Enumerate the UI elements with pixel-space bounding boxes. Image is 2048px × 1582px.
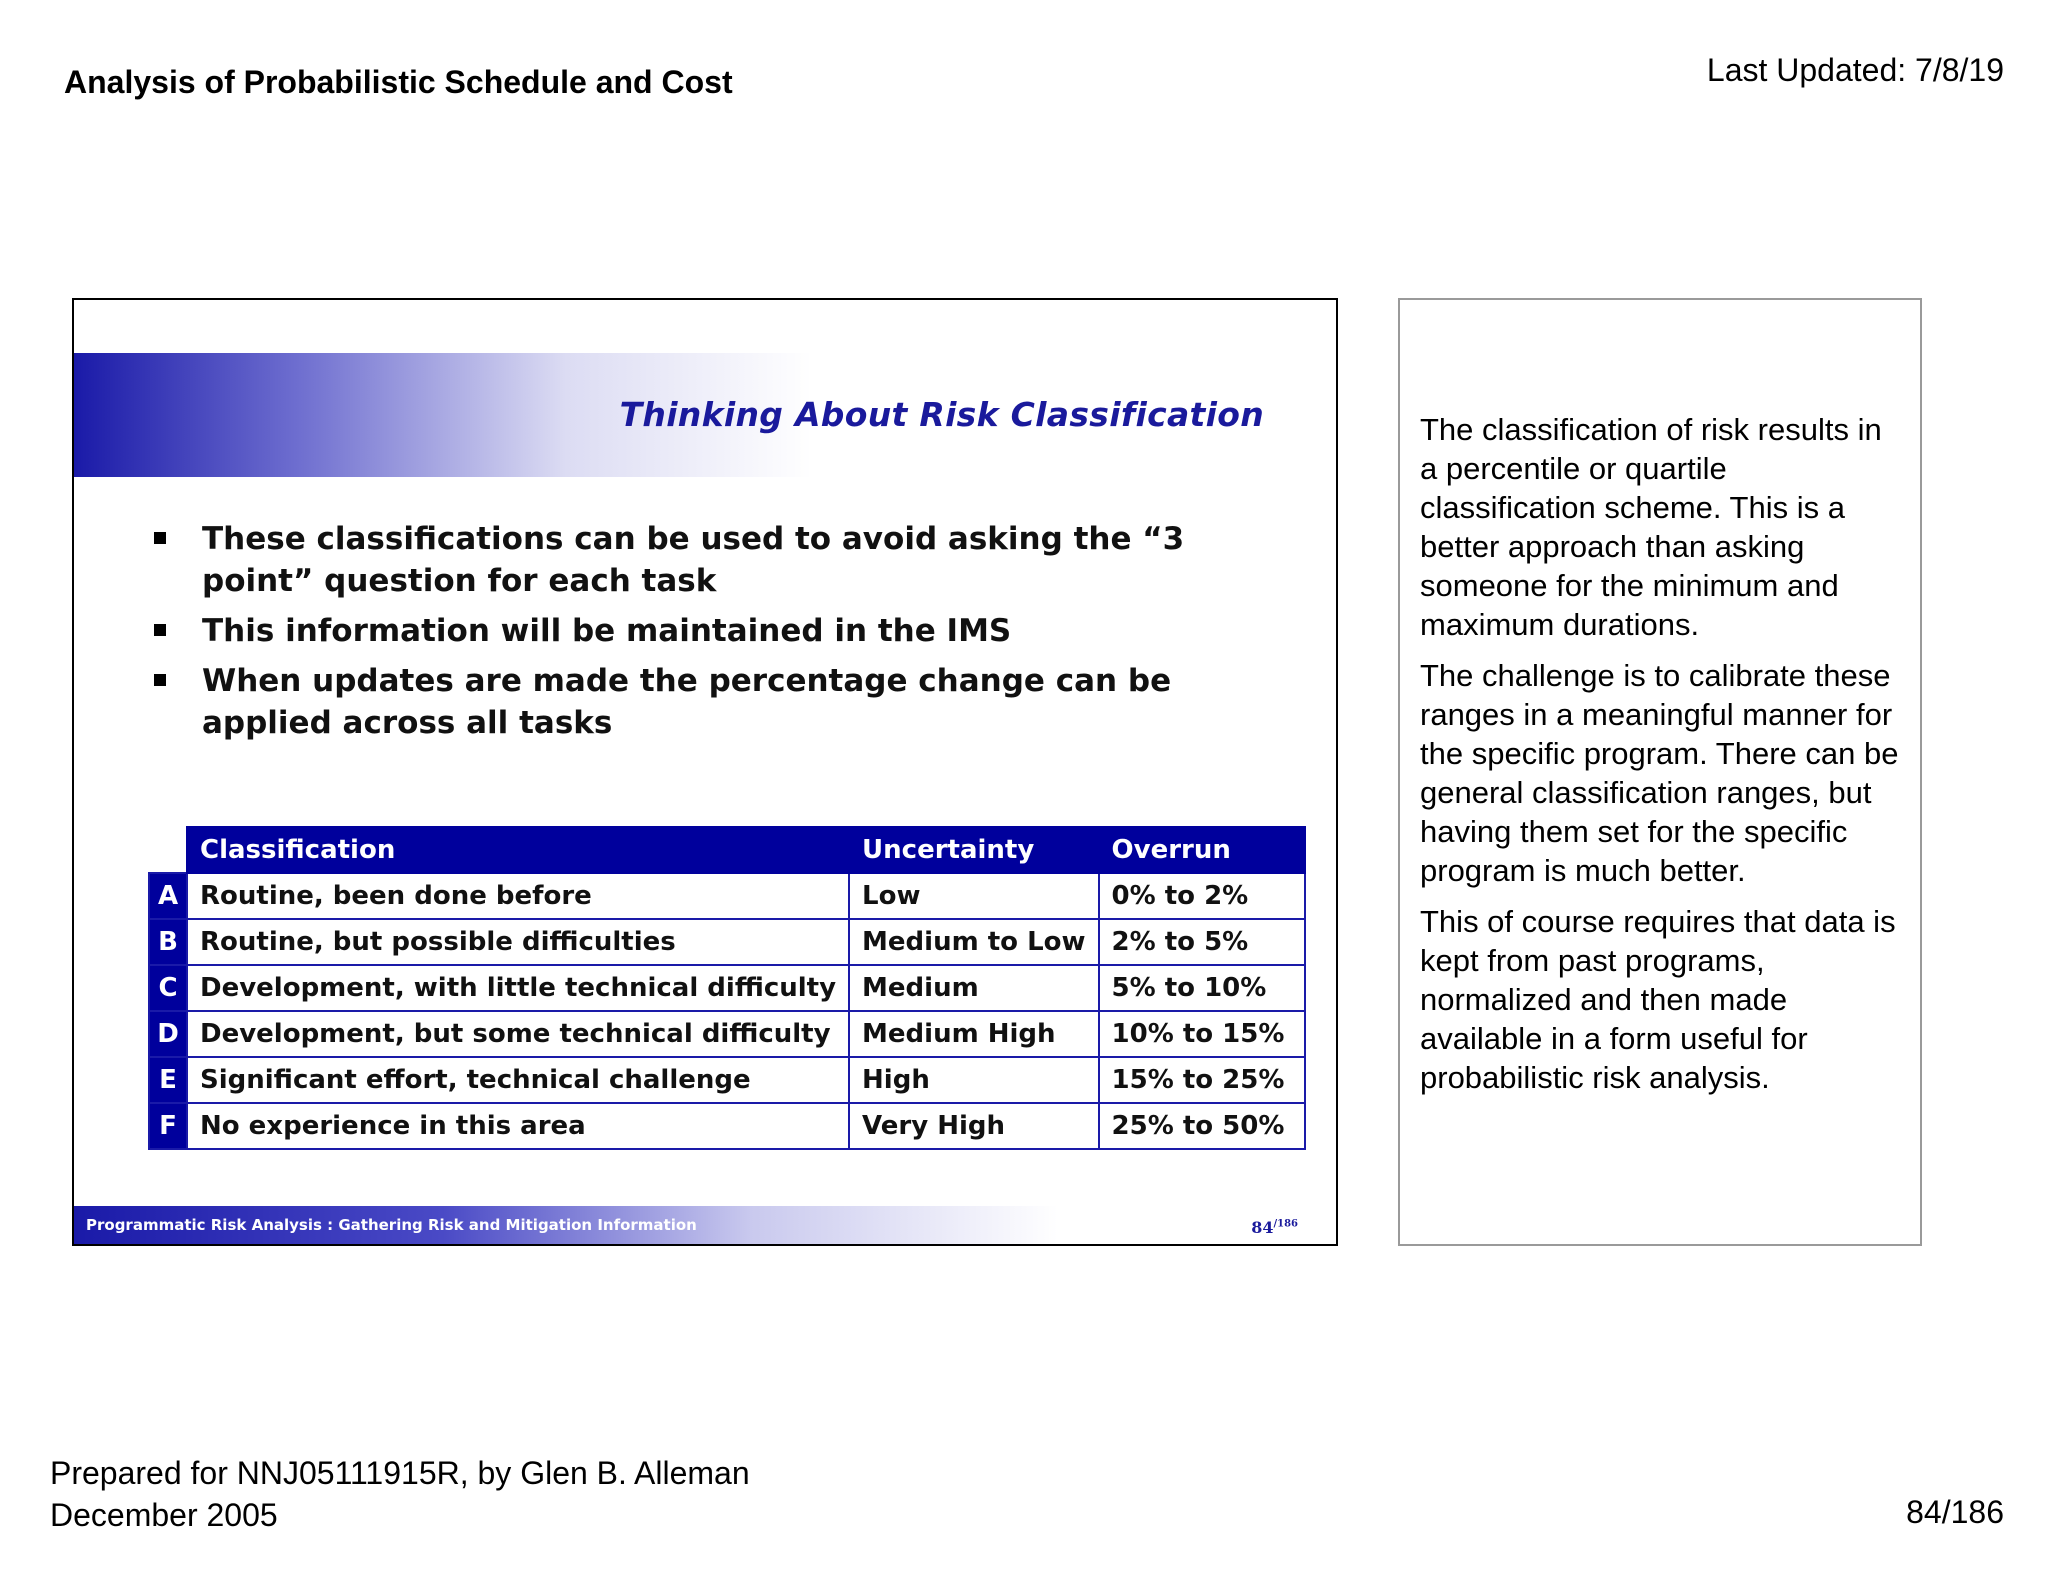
prepared-line: Prepared for NNJ05111915R, by Glen B. Alleman xyxy=(50,1455,750,1491)
overrun-cell: 5% to 10% xyxy=(1099,965,1305,1011)
uncertainty-cell: Medium xyxy=(849,965,1098,1011)
slide-bullet-list xyxy=(154,518,1284,752)
notes-paragraph: This of course requires that data is kept from past programs, normalized and then made available in a form useful for probabilistic risk analysis. xyxy=(1420,904,1896,1095)
speaker-notes-panel xyxy=(1398,298,1922,1246)
bullet-square-icon xyxy=(154,532,166,544)
page-number: 84/186 xyxy=(1906,1494,2004,1530)
document-title: Analysis of Probabilistic Schedule and Cost xyxy=(64,64,733,100)
overrun-cell: 15% to 25% xyxy=(1099,1057,1305,1103)
overrun-cell: 0% to 2% xyxy=(1099,873,1305,919)
table-row xyxy=(149,1103,1305,1149)
row-letter: A xyxy=(149,873,187,919)
column-header-uncertainty: Uncertainty xyxy=(849,827,1098,873)
classification-cell: Routine, been done before xyxy=(187,873,849,919)
classification-cell: Development, with little technical difficulty xyxy=(187,965,849,1011)
slide-title: Thinking About Risk Classification xyxy=(619,395,1264,434)
slide-footer-text: Programmatic Risk Analysis : Gathering Risk and Mitigation Information xyxy=(86,1216,697,1234)
slide-image xyxy=(72,298,1338,1246)
bullet-item: These classifications can be used to avoid asking the “3 point” question for each task xyxy=(154,518,1284,602)
bullet-item: When updates are made the percentage change can be applied across all tasks xyxy=(154,660,1284,744)
slide-header-band xyxy=(74,353,1304,477)
table-header-row xyxy=(149,827,1305,873)
classification-cell: Development, but some technical difficulty xyxy=(187,1011,849,1057)
classification-cell: No experience in this area xyxy=(187,1103,849,1149)
uncertainty-cell: High xyxy=(849,1057,1098,1103)
overrun-cell: 25% to 50% xyxy=(1099,1103,1305,1149)
notes-paragraph: The classification of risk results in a percentile or quartile classification scheme. This is a better approach than asking someone for the minimum and maximum durations. xyxy=(1420,412,1882,642)
notes-paragraph: The challenge is to calibrate these ranges in a meaningful manner for the specific program. There can be general classification ranges, but having them set for the specific program is much better. xyxy=(1420,658,1899,888)
table-row xyxy=(149,965,1305,1011)
classification-cell: Significant effort, technical challenge xyxy=(187,1057,849,1103)
table-row xyxy=(149,1057,1305,1103)
slide-footer-band xyxy=(74,1206,1304,1246)
column-header-classification: Classification xyxy=(187,827,849,873)
table-row xyxy=(149,1011,1305,1057)
row-letter: C xyxy=(149,965,187,1011)
table-row xyxy=(149,919,1305,965)
prepared-date: December 2005 xyxy=(50,1497,278,1533)
uncertainty-cell: Very High xyxy=(849,1103,1098,1149)
overrun-cell: 2% to 5% xyxy=(1099,919,1305,965)
row-letter: B xyxy=(149,919,187,965)
bullet-square-icon xyxy=(154,674,166,686)
uncertainty-cell: Low xyxy=(849,873,1098,919)
row-letter: D xyxy=(149,1011,187,1057)
row-letter: F xyxy=(149,1103,187,1149)
table-corner-cell xyxy=(149,827,187,873)
uncertainty-cell: Medium High xyxy=(849,1011,1098,1057)
risk-classification-table xyxy=(148,826,1306,1150)
prepared-by xyxy=(50,1452,750,1536)
row-letter: E xyxy=(149,1057,187,1103)
table-row xyxy=(149,873,1305,919)
classification-cell: Routine, but possible difficulties xyxy=(187,919,849,965)
last-updated: Last Updated: 7/8/19 xyxy=(1706,52,2004,88)
bullet-square-icon xyxy=(154,624,166,636)
slide-page-number: $84^{/186}$ xyxy=(1251,1218,1298,1237)
column-header-overrun: Overrun xyxy=(1099,827,1305,873)
overrun-cell: 10% to 15% xyxy=(1099,1011,1305,1057)
bullet-item: This information will be maintained in the IMS xyxy=(154,610,1284,652)
uncertainty-cell: Medium to Low xyxy=(849,919,1098,965)
